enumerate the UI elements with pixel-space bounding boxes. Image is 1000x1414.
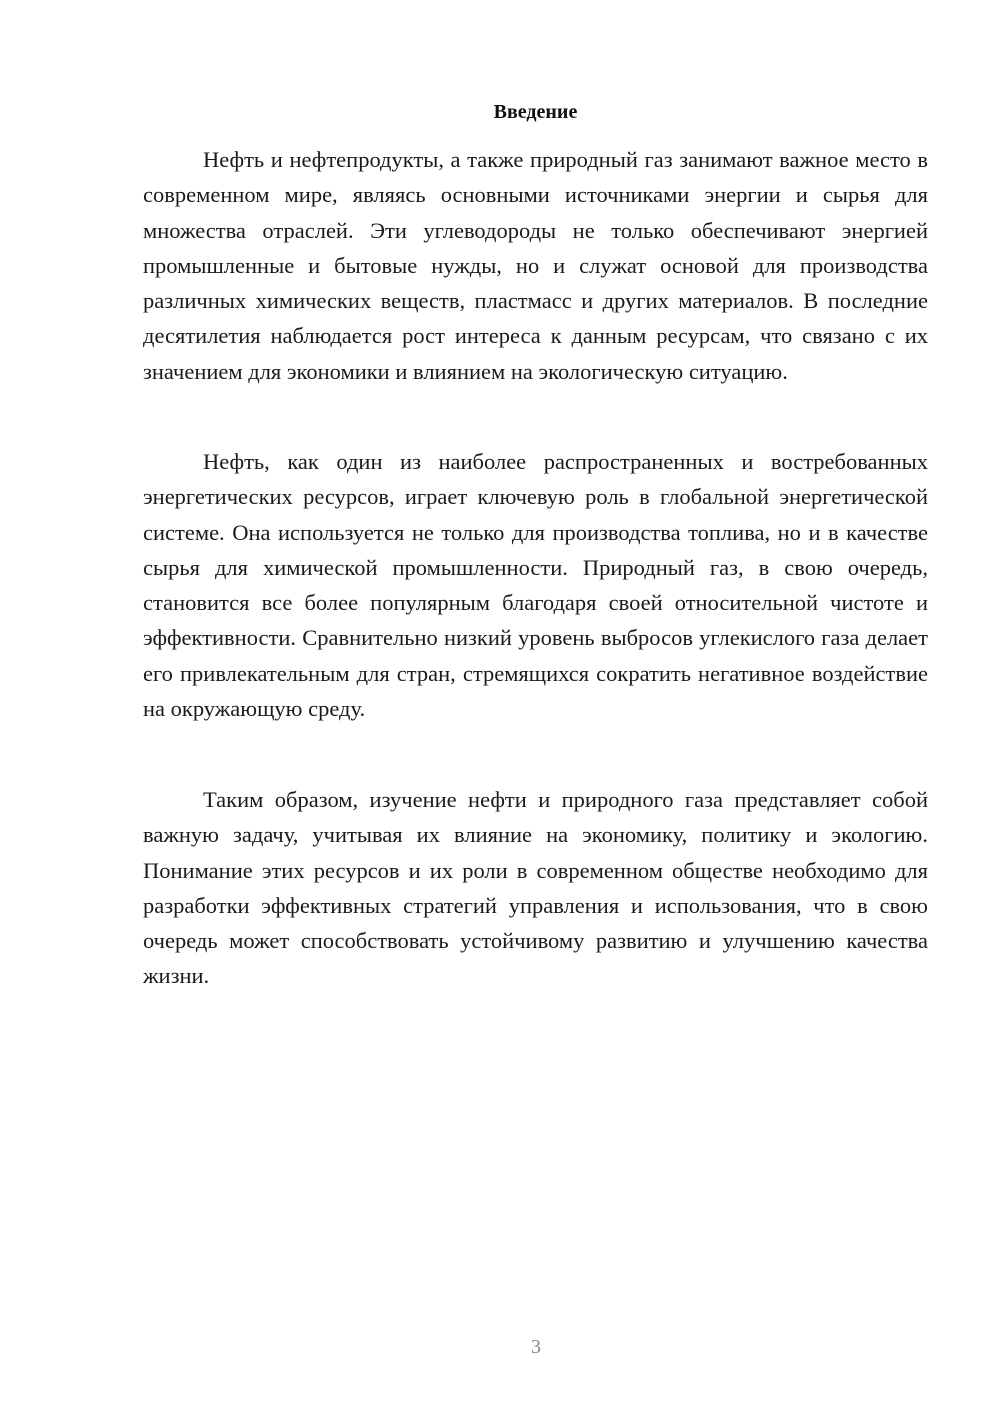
paragraph-3: Таким образом, изучение нефти и природного газа представляет собой важную задачу, учитывая их влияние на экономику, политику и экологию. Понимание этих ресурсов и их роли в современном обществе необходимо для разработки эффективных стратегий управления и использования, что в свою очередь может способствовать устойчивому развитию и улучшению качества жизни. (143, 787, 928, 989)
page-number: 3 (531, 1336, 541, 1358)
paragraph-1: Нефть и нефтепродукты, а также природный газ занимают важное место в современном мире, являясь основными источниками энергии и сырья для множества отраслей. Эти углеводороды не только обеспечивают энергией промышленные и бытовые нужды, но и служат основой для производства различных химических веществ, пластмасс и других материалов. В последние десятилетия наблюдается рост интереса к данным ресурсам, что связано с их значением для экономики и влиянием на экологическую ситуацию. (143, 147, 928, 384)
section-heading: Введение (493, 101, 578, 123)
paragraph-2: Нефть, как один из наиболее распространенных и востребованных энергетических ресурсов, играет ключевую роль в глобальной энергетической системе. Она используется не только для производства топлива, но и в качестве сырья для химической промышленности. Природный газ, в свою очередь, становится все более популярным благодаря своей относительной чистоте и эффективности. Сравнительно низкий уровень выбросов углекислого газа делает его привлекательным для стран, стремящихся сократить негативное воздействие на окружающую среду. (143, 449, 928, 722)
